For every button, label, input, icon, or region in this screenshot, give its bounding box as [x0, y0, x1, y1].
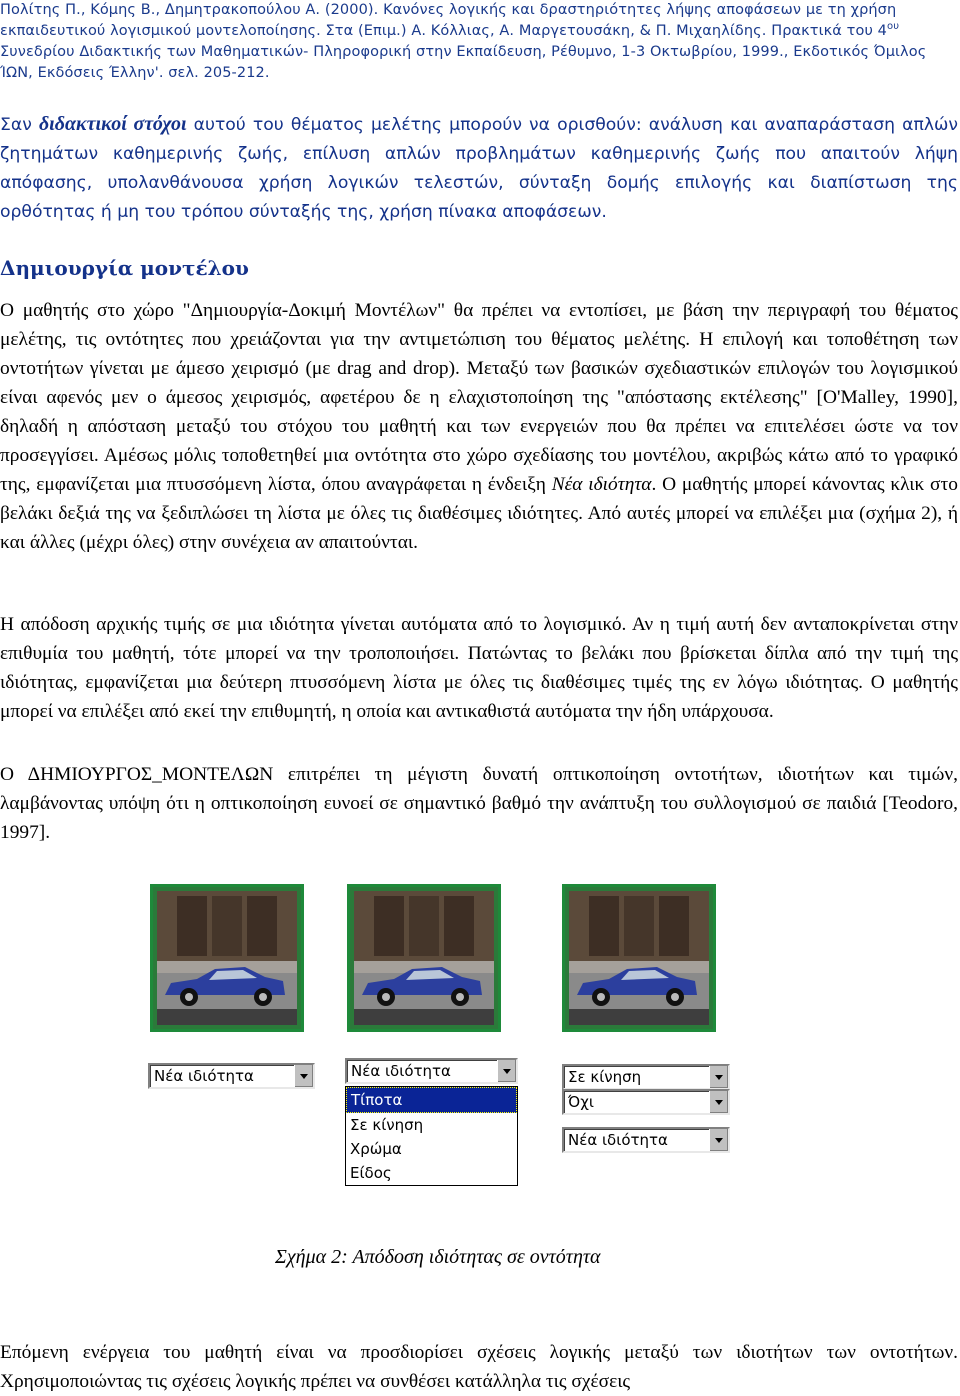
- section-heading: Δημιουργία μοντέλου: [0, 256, 249, 280]
- figure-2: [0, 884, 960, 1194]
- property-select[interactable]: Νέα ιδιότητα: [148, 1063, 315, 1089]
- citation-line-4: ΊΩΝ, Εκδόσεις Έλλην'. σελ. 205-212.: [0, 65, 270, 81]
- dropdown-arrow-icon[interactable]: [294, 1065, 313, 1087]
- dropdown-arrow-icon[interactable]: [709, 1066, 728, 1088]
- value-select-no[interactable]: Όχι: [562, 1089, 730, 1115]
- entity-image-car: [347, 884, 501, 1032]
- property-select-in-motion[interactable]: Σε κίνηση: [562, 1064, 730, 1090]
- citation-line-2: εκπαιδευτικού λογισμικού μοντελοποίησης. Στα (Επιμ.) Α. Κόλλιας, Α. Μαργετουσάκη, & Π. Μιχαηλίδης. Πρακτικά του $4^{o\upsilon}$: [0, 21, 900, 39]
- car-icon: [157, 891, 297, 1025]
- figure-caption: Σχήμα 2: Απόδοση ιδιότητας σε οντότητα: [275, 1246, 601, 1268]
- car-icon: [354, 891, 494, 1025]
- property-select-new[interactable]: Νέα ιδιότητα: [562, 1127, 730, 1153]
- car-icon: [569, 891, 709, 1025]
- paragraph-next-step: Επόμενη ενέργεια του μαθητή είναι να προσδιορίσει σχέσεις λογικής μεταξύ των ιδιοτήτων των οντοτήτων. Χρησιμοποιώντας τις σχέσεις λογικής πρέπει να συνθέσει κατάλληλα τις σχέσεις: [0, 1342, 958, 1392]
- entity-image-car: [150, 884, 304, 1032]
- citation-line-1: Πολίτης Π., Κόμης Β., Δημητρακοπούλου Α. (2000). Κανόνες λογικής και δραστηριότητες λήψης αποφάσεων με τη χρήση: [0, 2, 897, 18]
- option-color[interactable]: Χρώμα: [350, 1140, 402, 1158]
- option-in-motion[interactable]: Σε κίνηση: [350, 1116, 424, 1134]
- citation-header: [0, 0, 960, 84]
- keyword-didactic-goals: διδακτικοί στόχοι: [38, 113, 187, 135]
- property-options-list: [345, 1086, 518, 1186]
- dropdown-arrow-icon[interactable]: [709, 1091, 728, 1113]
- paragraph-visualization: Ο ΔΗΜΙΟΥΡΓΟΣ_ΜΟΝΤΕΛΩΝ επιτρέπει τη μέγιστη δυνατή οπτικοποίηση οντοτήτων, ιδιοτήτων και τιμών, λαμβάνοντας υπόψη ότι η οπτικοποίηση ευνοεί σε σημαντικό βαθμό την ανάπτυξη του συλλογισμού σε παιδιά [Teodoro, 1997].: [0, 764, 958, 843]
- dropdown-arrow-icon[interactable]: [709, 1129, 728, 1151]
- entity-image-car: [562, 884, 716, 1032]
- paragraph-model-creation: Ο μαθητής στο χώρο "Δημιουργία-Δοκιμή Μοντέλων" θα πρέπει να εντοπίσει, με βάση την περιγραφή του θέματος μελέτης, τις οντότητες που χρειάζονται για την αντιμετώπιση του θέματος μελέτης. Η επιλογή και τοποθέτηση των οντοτήτων γίνεται με άμεσο χειρισμό (με drag and drop). Μεταξύ των βασικών σχεδιαστικών επιλογών του λογισμικού είναι αφενός μεν ο άμεσος χειρισμός, αφετέρου δε η ελαχιστοποίηση της "απόστασης εκτέλεσης" [O'Malley, 1990], δηλαδή η απόσταση μεταξύ του στόχου του μαθητή και των ενεργειών που θα πρέπει να επιτελέσει ώστε να τον προσεγγίσει. Αμέσως μόλις τοποθετηθεί μια οντότητα στο χώρο σχεδίασης του μοντέλου, ακριβώς κάτω από το γραφικό της, εμφανίζεται μια πτυσσόμενη λίστα, όπου αναγράφεται η ένδειξη Νέα ιδιότητα. Ο μαθητής μπορεί κάνοντας κλικ στο βελάκι δεξιά της να ξεδιπλώσει τη λίστα με όλες τις διαθέσιμες ιδιότητες. Από αυτές μπορεί να επιλέξει μια (σχήμα 2), ή και άλλες (μέχρι όλες) στην συνέχεια αν απαιτούνται.: [0, 300, 959, 553]
- dropdown-arrow-icon[interactable]: [497, 1060, 516, 1082]
- property-select[interactable]: Νέα ιδιότητα: [345, 1058, 518, 1084]
- new-property-term: Νέα ιδιότητα: [551, 474, 652, 495]
- paragraph-initial-value: Η απόδοση αρχικής τιμής σε μια ιδιότητα γίνεται αυτόματα από το λογισμικό. Αν η τιμή αυτή δεν ανταποκρίνεται στην επιθυμία του μαθητή, τότε μπορεί να την τροποποιήσει. Πατώντας το βελάκι που βρίσκεται δίπλα από την τιμή της ιδιότητας, εμφανίζεται μια δεύτερη πτυσσόμενη λίστα με όλες τις διαθέσιμες τιμές της εν λόγω ιδιότητας. Ο μαθητής μπορεί να επιλέξει από εκεί την επιθυμητή, η οποία και αντικαθιστά αυτόματα την ήδη υπάρχουσα.: [0, 614, 958, 722]
- intro-paragraph: Σαν διδακτικοί στόχοι αυτού του θέματος μελέτης μπορούν να ορισθούν: ανάλυση και αναπαράσταση απλών ζητημάτων καθημερινής ζωής, επίλυση απλών προβλημάτων καθημερινής ζωής που απαιτούν λήψη απόφασης, υπολανθάνουσα χρήση λογικών τελεστών, σύνταξη δομής επιλογής και διαπίστωση της ορθότητας ή μη του τρόπου σύνταξής της, χρήση πίνακα αποφάσεων.: [0, 113, 958, 222]
- citation-line-3: Συνεδρίου Διδακτικής των Μαθηματικών- Πληροφορική στην Εκπαίδευση, Ρέθυμνο, 1-3 Οκτωβρίου, 1999., Εκδοτικός Όμιλος: [0, 44, 927, 60]
- option-nothing[interactable]: Τίποτα: [346, 1087, 517, 1113]
- option-type[interactable]: Είδος: [350, 1164, 392, 1182]
